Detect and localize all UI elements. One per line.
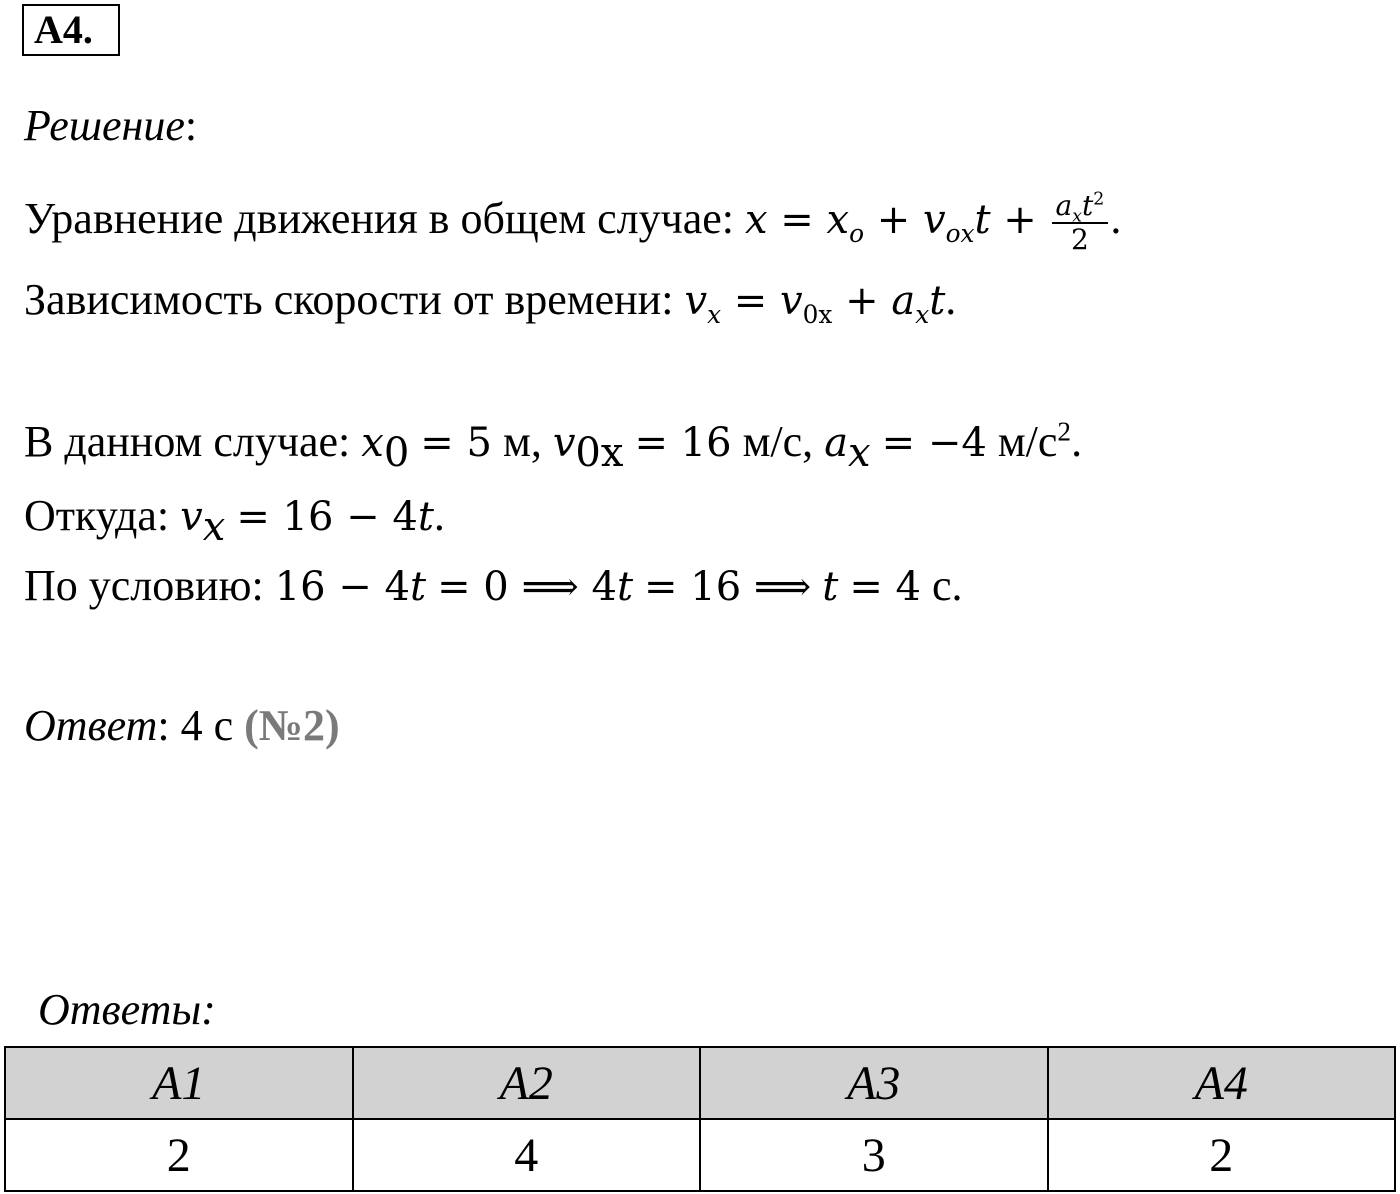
- answers-header-cell: А4: [1048, 1047, 1396, 1119]
- condition-text: По условию:: [24, 561, 264, 610]
- equation-of-motion-formula: $x = x_o + v_{ox}t$ + $\frac{a_xt^2}{2}$: [745, 197, 1110, 243]
- answers-value-cell: 2: [1048, 1119, 1396, 1191]
- given-values-line: В данном случае: $x_0 = 5$ м, $v_{0x} = 16$ м/с, $a_x = -4$ $м/с^2$.: [24, 416, 1083, 476]
- velocity-equation-line: Зависимость скорости от времени: $v_x = v_{0x} + a_xt$.: [24, 275, 957, 329]
- answers-header-row: [5, 1047, 1395, 1119]
- condition-line: По условию: 16 − 4t = 0 ⟹ 4t = 16 ⟹ t = 4 с.: [24, 561, 963, 610]
- answer-value: 4 с: [180, 701, 234, 750]
- answers-header-cell: А1: [5, 1047, 353, 1119]
- fraction: $\frac{a_xt^2}{2}$: [1052, 192, 1109, 254]
- velocity-equation-text: Зависимость скорости от времени:: [24, 275, 674, 324]
- answer-label: Ответ: [24, 701, 158, 750]
- answers-value-row: [5, 1119, 1395, 1191]
- equation-of-motion-line: Уравнение движения в общем случае: $x = x_o + v_{ox}t$ + $\frac{a_xt^2}{2}$ .: [24, 189, 1122, 256]
- answers-value-cell: 4: [353, 1119, 701, 1191]
- answers-table: [4, 1046, 1396, 1192]
- velocity-equation-formula: $v_x = v_{0x} + a_xt$: [684, 278, 946, 329]
- answer-reference: (№2): [244, 701, 340, 750]
- answer-line: Ответ: 4 с (№2): [24, 701, 340, 750]
- velocity-result-line: Откуда: $v_x = 16 - 4t$.: [24, 491, 445, 550]
- answers-value-cell: 2: [5, 1119, 353, 1191]
- answers-value-cell: 3: [700, 1119, 1048, 1191]
- answers-header-cell: А3: [700, 1047, 1048, 1119]
- solution-heading: Решение:: [24, 101, 198, 150]
- solution-label: Решение: [24, 101, 185, 150]
- velocity-result-text: Откуда:: [24, 491, 170, 540]
- task-label: А4.: [22, 4, 120, 56]
- answers-title: Ответы:: [38, 985, 216, 1034]
- answers-header-cell: А2: [353, 1047, 701, 1119]
- given-values-text: В данном случае:: [24, 417, 351, 466]
- equation-of-motion-text: Уравнение движения в общем случае:: [24, 194, 734, 243]
